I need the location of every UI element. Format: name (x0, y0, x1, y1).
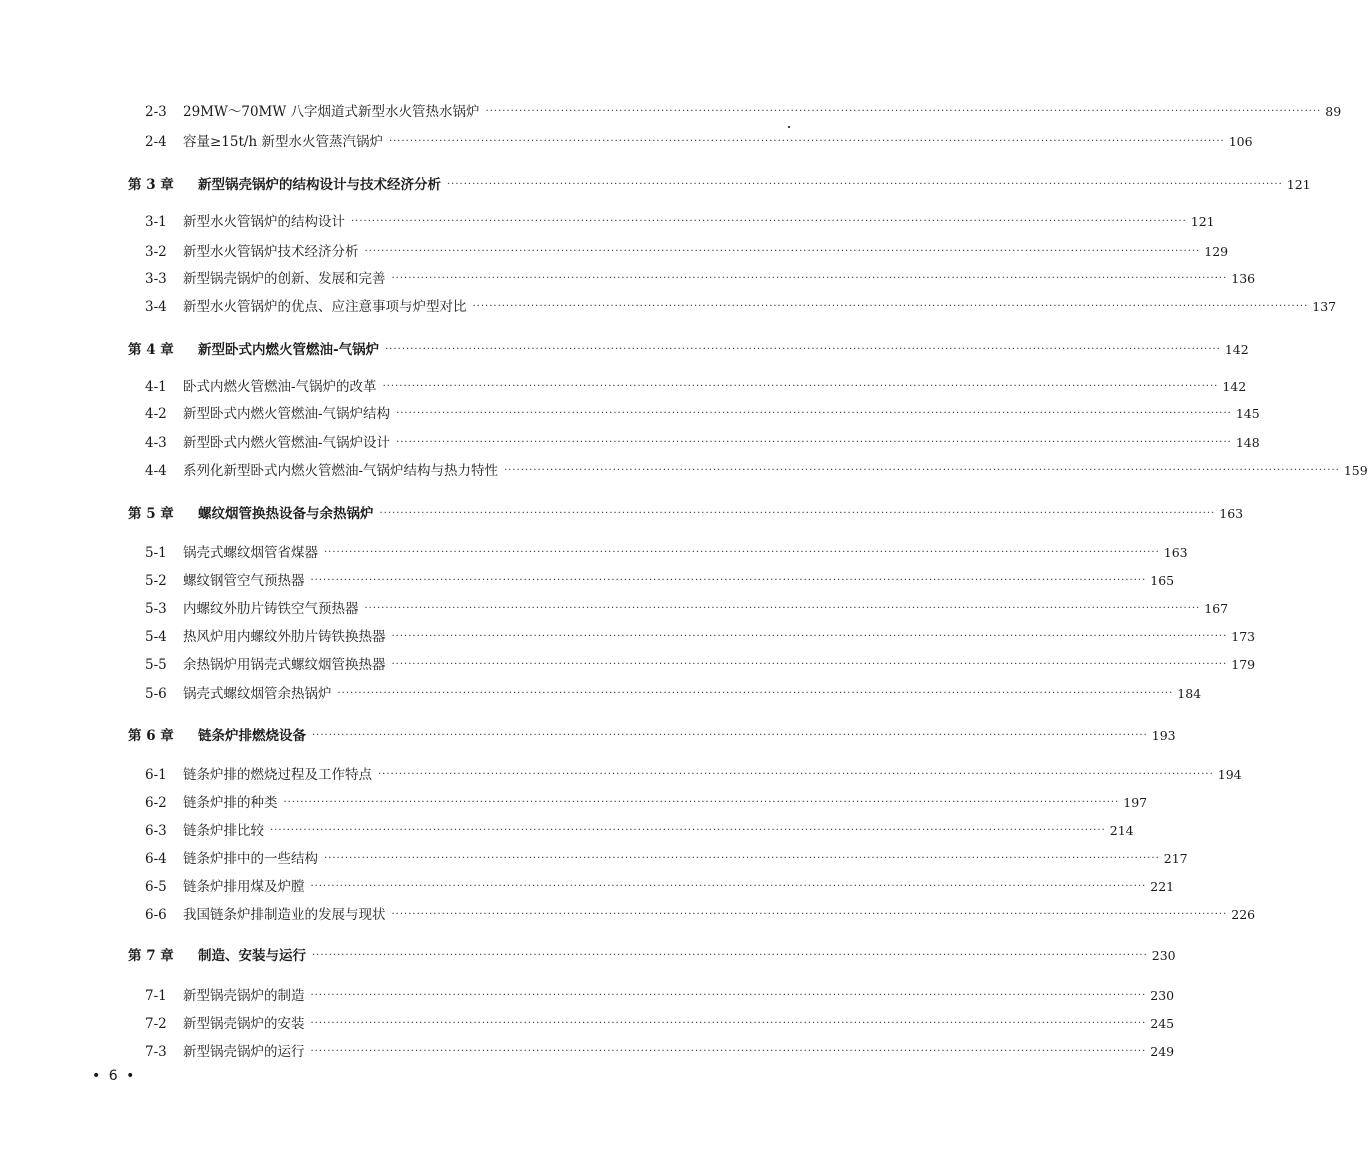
toc-number: 6-4 (145, 851, 167, 867)
toc-section-row (145, 906, 1256, 924)
toc-page-number: 230 (1151, 948, 1176, 963)
page-number: • 6 • (92, 1068, 137, 1084)
toc-section-row (145, 794, 1148, 812)
toc-leader-dots: ········································································································································································································ (382, 381, 1219, 392)
toc-section-row (145, 656, 1256, 674)
toc-page-number: 136 (1231, 271, 1256, 286)
toc-section-row (145, 628, 1256, 646)
toc-number: 第 7 章 (128, 948, 174, 964)
toc-number: 7-2 (145, 1016, 167, 1032)
toc-page-number: 221 (1150, 879, 1175, 894)
toc-page-number: 179 (1231, 657, 1256, 672)
toc-section-row (145, 1015, 1175, 1033)
toc-number: 5-2 (145, 573, 167, 589)
toc-number: 第 3 章 (128, 177, 174, 193)
toc-title: 新型水火管锅炉的结构设计 (183, 214, 345, 230)
toc-leader-dots: ········································································································································································································ (310, 881, 1147, 892)
toc-title: 链条炉排的种类 (183, 795, 278, 811)
toc-page-number: 173 (1231, 629, 1256, 644)
toc-leader-dots: ········································································································································································································ (388, 136, 1225, 147)
toc-number: 7-3 (145, 1044, 167, 1060)
toc-leader-dots: ········································································································································································································ (504, 465, 1340, 476)
toc-section-row (145, 766, 1242, 784)
toc-title: 链条炉排的燃烧过程及工作特点 (183, 767, 372, 783)
toc-number: 4-3 (145, 435, 167, 451)
toc-page-number: 163 (1163, 545, 1188, 560)
toc-section-row (145, 213, 1215, 231)
toc-leader-dots: ········································································································································································································ (385, 344, 1221, 355)
toc-section-row (145, 850, 1188, 868)
toc-number: 6-6 (145, 907, 167, 923)
toc-title: 29MW～70MW 八字烟道式新型水火管热水锅炉 (183, 104, 480, 120)
toc-page-number: 249 (1150, 1044, 1175, 1059)
toc-chapter-row (128, 505, 1244, 523)
toc-leader-dots: ········································································································································································································ (310, 575, 1147, 586)
toc-leader-dots: ········································································································································································································ (310, 990, 1147, 1001)
toc-leader-dots: ········································································································································································································ (351, 216, 1187, 227)
toc-page-number: 194 (1217, 767, 1242, 782)
toc-number: 5-5 (145, 657, 167, 673)
toc-section-row (145, 685, 1202, 703)
toc-leader-dots: ········································································································································································································ (364, 603, 1201, 614)
toc-leader-dots: ········································································································································································································ (312, 730, 1148, 741)
toc-title: 链条炉排比较 (183, 823, 264, 839)
toc-title: 新型锅壳锅炉的创新、发展和完善 (183, 271, 386, 287)
toc-title: 新型锅壳锅炉的运行 (183, 1044, 305, 1060)
toc-number: 4-2 (145, 406, 167, 422)
toc-title: 余热锅炉用锅壳式螺纹烟管换热器 (183, 657, 386, 673)
toc-section-row (145, 298, 1337, 316)
toc-leader-dots: ········································································································································································································ (485, 106, 1322, 117)
toc-leader-dots: ········································································································································································································ (364, 246, 1201, 257)
toc-section-row (145, 1043, 1175, 1061)
toc-number: 4-1 (145, 379, 167, 395)
toc-title: 新型卧式内燃火管燃油-气锅炉 (198, 342, 380, 358)
toc-leader-dots: ········································································································································································································ (324, 853, 1160, 864)
toc-page-number: 106 (1228, 134, 1253, 149)
toc-page-number: 137 (1312, 299, 1337, 314)
toc-title: 锅壳式螺纹烟管省煤器 (183, 545, 318, 561)
toc-number: 第 5 章 (128, 506, 174, 522)
toc-page-number: 230 (1150, 988, 1175, 1003)
toc-title: 链条炉排燃烧设备 (198, 728, 306, 744)
toc-page-number: 121 (1190, 214, 1215, 229)
toc-leader-dots: ········································································································································································································ (396, 437, 1232, 448)
toc-title: 新型锅壳锅炉的安装 (183, 1016, 305, 1032)
toc-title: 新型水火管锅炉技术经济分析 (183, 244, 359, 260)
toc-number: 6-5 (145, 879, 167, 895)
toc-leader-dots: ········································································································································································································ (379, 508, 1216, 519)
toc-leader-dots: ········································································································································································································ (391, 909, 1228, 920)
toc-leader-dots: ········································································································································································································ (337, 688, 1174, 699)
toc-leader-dots: ········································································································································································································ (283, 797, 1120, 808)
toc-page-number: 163 (1219, 506, 1244, 521)
toc-number: 3-1 (145, 214, 167, 230)
toc-chapter-row (128, 176, 1311, 194)
toc-page-number: 184 (1177, 686, 1202, 701)
toc-title: 内螺纹外肋片铸铁空气预热器 (183, 601, 359, 617)
toc-number: 5-6 (145, 686, 167, 702)
toc-page-number: 121 (1286, 177, 1311, 192)
toc-number: 6-1 (145, 767, 167, 783)
toc-page-number: 226 (1231, 907, 1256, 922)
toc-number: 4-4 (145, 463, 167, 479)
toc-chapter-row (128, 341, 1249, 359)
toc-leader-dots: ········································································································································································································ (391, 659, 1228, 670)
toc-section-row (145, 822, 1134, 840)
toc-page-number: 214 (1109, 823, 1134, 838)
toc-section-row (145, 133, 1253, 151)
toc-leader-dots: ········································································································································································································ (447, 179, 1283, 190)
toc-leader-dots: ········································································································································································································ (378, 769, 1214, 780)
toc-title: 新型卧式内燃火管燃油-气锅炉结构 (183, 406, 391, 422)
toc-leader-dots: ········································································································································································································ (270, 825, 1106, 836)
toc-page-number: 148 (1235, 435, 1260, 450)
toc-title: 卧式内燃火管燃油-气锅炉的改革 (183, 379, 377, 395)
toc-number: 6-2 (145, 795, 167, 811)
toc-leader-dots: ········································································································································································································ (391, 631, 1228, 642)
toc-number: 6-3 (145, 823, 167, 839)
toc-page-number: 167 (1204, 601, 1229, 616)
toc-leader-dots: ········································································································································································································ (312, 950, 1148, 961)
toc-number: 2-4 (145, 134, 167, 150)
toc-page-number: 165 (1150, 573, 1175, 588)
toc-page-number: 145 (1235, 406, 1260, 421)
toc-title: 容量≥15t/h 新型水火管蒸汽锅炉 (183, 134, 383, 150)
toc-page-number: 217 (1163, 851, 1188, 866)
toc-section-row (145, 462, 1368, 480)
toc-section-row (145, 878, 1175, 896)
toc-leader-dots: ········································································································································································································ (391, 273, 1228, 284)
toc-leader-dots: ········································································································································································································ (310, 1018, 1147, 1029)
toc-number: 5-1 (145, 545, 167, 561)
toc-number: 5-3 (145, 601, 167, 617)
toc-title: 制造、安装与运行 (198, 948, 306, 964)
toc-title: 热风炉用内螺纹外肋片铸铁换热器 (183, 629, 386, 645)
toc-section-row (145, 243, 1229, 261)
toc-number: 第 4 章 (128, 342, 174, 358)
toc-title: 系列化新型卧式内燃火管燃油-气锅炉结构与热力特性 (183, 463, 499, 479)
toc-section-row (145, 103, 1342, 121)
toc-page-number: 159 (1343, 463, 1368, 478)
toc-page-number: 245 (1150, 1016, 1175, 1031)
toc-section-row (145, 544, 1188, 562)
toc-leader-dots: ········································································································································································································ (324, 547, 1160, 558)
toc-title: 锅壳式螺纹烟管余热锅炉 (183, 686, 332, 702)
scan-speck (788, 126, 790, 128)
toc-title: 螺纹钢管空气预热器 (183, 573, 305, 589)
toc-title: 螺纹烟管换热设备与余热锅炉 (198, 506, 374, 522)
toc-number: 3-3 (145, 271, 167, 287)
toc-leader-dots: ········································································································································································································ (472, 301, 1309, 312)
toc-leader-dots: ········································································································································································································ (396, 408, 1232, 419)
toc-number: 2-3 (145, 104, 167, 120)
toc-page-number: 89 (1325, 104, 1342, 119)
toc-section-row (145, 572, 1175, 590)
toc-title: 新型锅壳锅炉的制造 (183, 988, 305, 1004)
toc-chapter-row (128, 727, 1176, 745)
toc-page-number: 142 (1222, 379, 1247, 394)
toc-number: 7-1 (145, 988, 167, 1004)
toc-number: 3-2 (145, 244, 167, 260)
toc-section-row (145, 405, 1260, 423)
toc-page-number: 129 (1204, 244, 1229, 259)
toc-title: 链条炉排中的一些结构 (183, 851, 318, 867)
toc-number: 3-4 (145, 299, 167, 315)
toc-number: 第 6 章 (128, 728, 174, 744)
toc-title: 我国链条炉排制造业的发展与现状 (183, 907, 386, 923)
toc-title: 新型卧式内燃火管燃油-气锅炉设计 (183, 435, 391, 451)
toc-page-number: 197 (1123, 795, 1148, 810)
toc-chapter-row (128, 947, 1176, 965)
toc-number: 5-4 (145, 629, 167, 645)
toc-title: 新型锅壳锅炉的结构设计与技术经济分析 (198, 177, 441, 193)
toc-title: 新型水火管锅炉的优点、应注意事项与炉型对比 (183, 299, 467, 315)
toc-page-number: 142 (1224, 342, 1249, 357)
toc-leader-dots: ········································································································································································································ (310, 1046, 1147, 1057)
toc-section-row (145, 434, 1260, 452)
toc-section-row (145, 987, 1175, 1005)
toc-section-row (145, 378, 1247, 396)
toc-page-number: 193 (1151, 728, 1176, 743)
toc-title: 链条炉排用煤及炉膛 (183, 879, 305, 895)
toc-section-row (145, 600, 1229, 618)
toc-section-row (145, 270, 1256, 288)
